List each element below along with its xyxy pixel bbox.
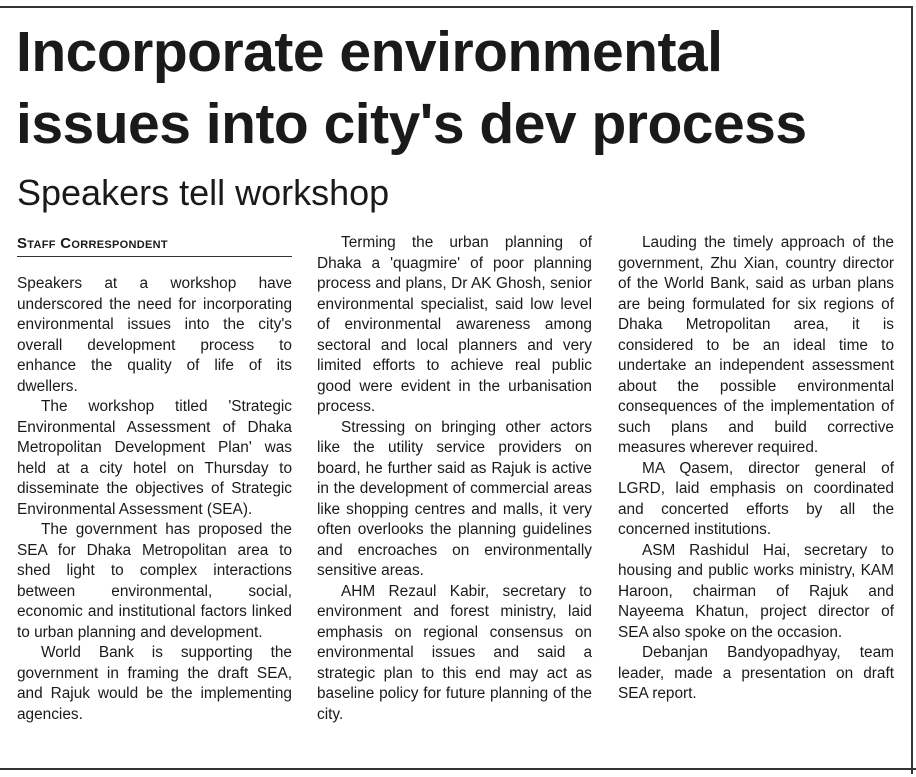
paragraph: AHM Rezaul Kabir, secretary to environment and forest ministry, laid emphasis on regional consensus on environmental issues and said a strategic plan to this end may act as baseline policy for future planning of the city. bbox=[317, 582, 592, 723]
paragraph: Speakers at a workshop have underscored the need for incorporating environmental issues into the city's overall development process to enhance the quality of life of its dwellers. bbox=[17, 275, 292, 395]
byline-underline bbox=[17, 256, 292, 257]
paragraph: World Bank is supporting the government in framing the draft SEA, and Rajuk would be the implementing agencies. bbox=[17, 644, 292, 723]
paragraph: Stressing on bringing other actors like the utility service providers on board, he further said as Rajuk is active in the development of commercial areas like shopping centres and malls, it very often overlooks the planning guidelines and encroaches on environmentally sensitive areas. bbox=[317, 418, 592, 579]
top-border-rule bbox=[0, 6, 912, 8]
right-border-rule bbox=[911, 6, 913, 774]
column-1 bbox=[17, 274, 292, 725]
bottom-border-rule bbox=[0, 768, 916, 770]
column-3 bbox=[618, 233, 894, 705]
paragraph: The government has proposed the SEA for Dhaka Metropolitan area to shed light to complex interactions between environmental, social, economic and institutional factors linked to urban planning and development. bbox=[17, 521, 292, 641]
paragraph: Terming the urban planning of Dhaka a 'quagmire' of poor planning process and plans, Dr AK Ghosh, senior environmental specialist, said low level of environmental awareness among sectoral and local planners and very limited efforts to achieve real public good were evident in the urbanisation process. bbox=[317, 234, 592, 415]
subheadline: Speakers tell workshop bbox=[17, 172, 390, 213]
paragraph: Debanjan Bandyopadhyay, team leader, made a presentation on draft SEA report. bbox=[618, 644, 894, 702]
paragraph: MA Qasem, director general of LGRD, laid emphasis on coordinated and concerted efforts by all the concerned institutions. bbox=[618, 459, 894, 538]
paragraph: Lauding the timely approach of the government, Zhu Xian, country director of the World Bank, said as urban plans are being formulated for six regions of Dhaka Metropolitan area, it is considered to be an ideal time to undertake an independent assessment about the possible environmental consequences of the implementation of such plans and build corrective measures wherever required. bbox=[618, 234, 894, 456]
column-2 bbox=[317, 233, 592, 725]
headline: Incorporate environmental issues into city's dev process bbox=[16, 20, 807, 156]
paragraph: ASM Rashidul Hai, secretary to housing and public works ministry, KAM Haroon, chairman of Rajuk and Nayeema Khatun, project director of SEA also spoke on the occasion. bbox=[618, 541, 894, 641]
paragraph: The workshop titled 'Strategic Environmental Assessment of Dhaka Metropolitan Development Plan' was held at a city hotel on Thursday to disseminate the objectives of Strategic Environmental Assessment (SEA). bbox=[17, 398, 292, 518]
byline: Staff Correspondent bbox=[17, 235, 168, 252]
